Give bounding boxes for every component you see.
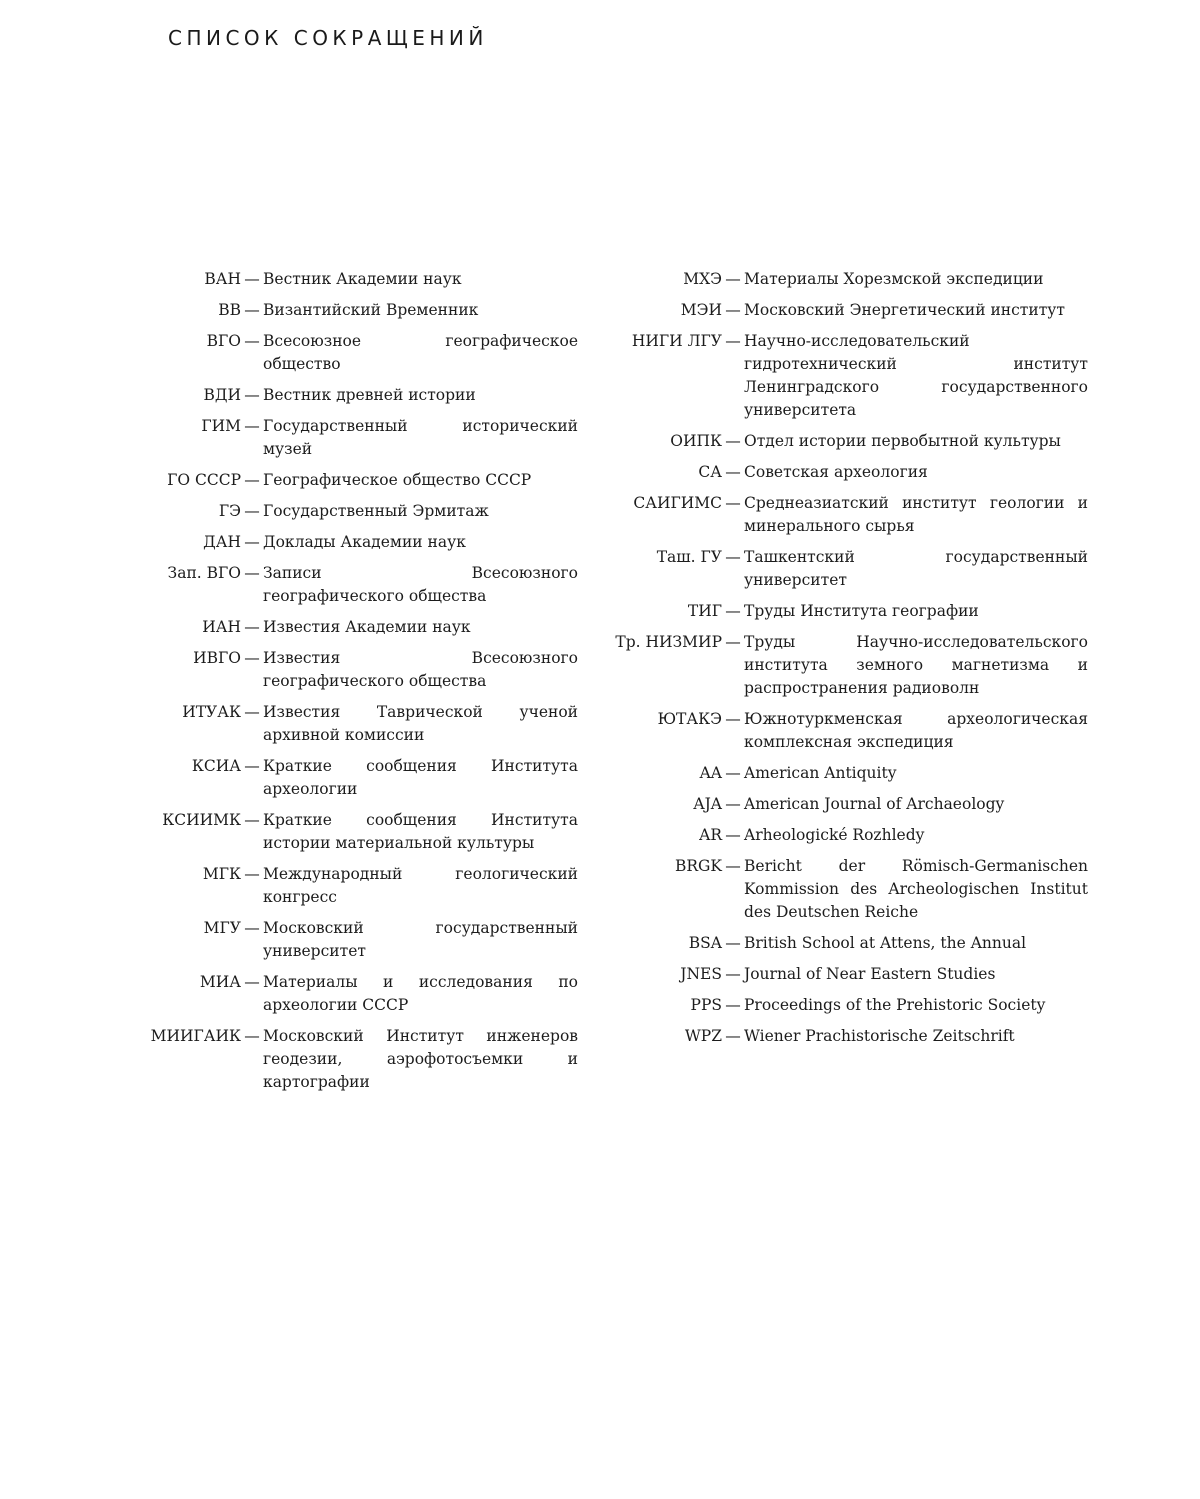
abbreviation-entry	[596, 994, 1088, 1017]
dash: —	[244, 270, 260, 288]
dash: —	[244, 649, 260, 667]
definition: Московский Энергетический институт	[744, 301, 1065, 319]
abbreviation-list-left	[100, 268, 578, 1102]
abbreviation: ДАН	[203, 533, 241, 551]
definition: Известия Академии наук	[263, 618, 471, 636]
abbreviation: МГУ	[203, 919, 241, 937]
abbreviation: ГЭ	[218, 502, 241, 520]
definition: Journal of Near Eastern Studies	[744, 965, 996, 983]
abbreviation-entry	[100, 755, 578, 801]
abbreviation-entry	[100, 809, 578, 855]
definition: Государственный исторический музей	[263, 417, 578, 458]
definition: Wiener Prachistorische Zeitschrift	[744, 1027, 1015, 1045]
abbreviation: ГИМ	[201, 417, 241, 435]
definition: American Journal of Archaeology	[744, 795, 1005, 813]
abbreviation-entry	[100, 415, 578, 461]
definition: Краткие сообщения Института археологии	[263, 757, 578, 798]
dash: —	[725, 996, 741, 1014]
abbreviation-entry	[596, 631, 1088, 700]
abbreviation-entry	[100, 268, 578, 291]
dash: —	[725, 710, 741, 728]
abbreviation-entry	[100, 971, 578, 1017]
dash: —	[725, 826, 741, 844]
abbreviation: Таш. ГУ	[656, 548, 722, 566]
definition: Московский государственный университет	[263, 919, 578, 960]
abbreviation: ИАН	[202, 618, 241, 636]
abbreviation-entry	[596, 461, 1088, 484]
abbreviation-entry	[100, 330, 578, 376]
abbreviation-entry	[596, 855, 1088, 924]
dash: —	[725, 602, 741, 620]
abbreviation-entry	[596, 932, 1088, 955]
abbreviation-entry	[100, 384, 578, 407]
definition: Ташкентский государственный университет	[744, 548, 1088, 589]
abbreviation: ОИПК	[670, 432, 722, 450]
abbreviation-entry	[596, 268, 1088, 291]
abbreviation: ВАН	[204, 270, 241, 288]
dash: —	[244, 471, 260, 489]
abbreviation-entry	[596, 963, 1088, 986]
abbreviation: BSA	[688, 934, 722, 952]
abbreviation-entry	[596, 330, 1088, 422]
abbreviation-entry	[596, 546, 1088, 592]
abbreviation: САИГИМС	[633, 494, 722, 512]
dash: —	[244, 973, 260, 991]
abbreviation: BRGK	[674, 857, 722, 875]
definition: Отдел истории первобытной культуры	[744, 432, 1061, 450]
dash: —	[244, 301, 260, 319]
dash: —	[244, 757, 260, 775]
dash: —	[244, 919, 260, 937]
definition: Записи Всесоюзного географического общества	[263, 564, 578, 605]
dash: —	[725, 494, 741, 512]
abbreviation-entry	[596, 299, 1088, 322]
definition: Краткие сообщения Института истории материальной культуры	[263, 811, 578, 852]
abbreviation: МХЭ	[683, 270, 722, 288]
abbreviation: ВВ	[218, 301, 241, 319]
abbreviation: AA	[699, 764, 722, 782]
definition: Всесоюзное географическое общество	[263, 332, 578, 373]
abbreviation-entry	[100, 1025, 578, 1094]
dash: —	[244, 332, 260, 350]
dash: —	[725, 463, 741, 481]
abbreviation: МИА	[199, 973, 241, 991]
page-title: СПИСОК СОКРАЩЕНИЙ	[168, 26, 488, 50]
abbreviation: JNES	[680, 965, 722, 983]
definition: Южнотуркменская археологическая комплексная экспедиция	[744, 710, 1088, 751]
dash: —	[244, 386, 260, 404]
dash: —	[244, 703, 260, 721]
abbreviation: КСИИМК	[162, 811, 241, 829]
dash: —	[725, 548, 741, 566]
abbreviation: ИТУАК	[182, 703, 241, 721]
dash: —	[725, 432, 741, 450]
abbreviation-list-right	[596, 268, 1088, 1056]
abbreviation: ИВГО	[193, 649, 241, 667]
definition: Arheologické Rozhledy	[744, 826, 925, 844]
dash: —	[244, 1027, 260, 1045]
abbreviation-entry	[100, 647, 578, 693]
abbreviation-entry	[100, 562, 578, 608]
dash: —	[725, 965, 741, 983]
abbreviation-entry	[100, 701, 578, 747]
abbreviation: НИГИ ЛГУ	[631, 332, 722, 350]
definition: Труды Научно-исследовательского института земного магнетизма и распространения радиоволн	[744, 633, 1088, 697]
definition: British School at Attens, the Annual	[744, 934, 1027, 952]
dash: —	[725, 795, 741, 813]
abbreviation-entry	[100, 616, 578, 639]
definition: Международный геологический конгресс	[263, 865, 578, 906]
dash: —	[244, 502, 260, 520]
abbreviation: ЮТАКЭ	[657, 710, 722, 728]
dash: —	[725, 332, 741, 350]
definition: Московский Институт инженеров геодезии, аэрофотосъемки и картографии	[263, 1027, 578, 1091]
definition: Известия Всесоюзного географического общества	[263, 649, 578, 690]
abbreviation: Зап. ВГО	[167, 564, 241, 582]
definition: Государственный Эрмитаж	[263, 502, 489, 520]
dash: —	[244, 533, 260, 551]
abbreviation: МГК	[202, 865, 241, 883]
abbreviation-entry	[100, 531, 578, 554]
abbreviation: ТИГ	[687, 602, 722, 620]
abbreviation: ГО СССР	[167, 471, 241, 489]
definition: Материалы и исследования по археологии СССР	[263, 973, 578, 1014]
abbreviation-entry	[100, 500, 578, 523]
dash: —	[725, 1027, 741, 1045]
abbreviation: Тр. НИЗМИР	[615, 633, 722, 651]
dash: —	[244, 564, 260, 582]
abbreviation: WPZ	[684, 1027, 722, 1045]
abbreviation-entry	[596, 600, 1088, 623]
abbreviation: AR	[699, 826, 722, 844]
definition: Вестник древней истории	[263, 386, 476, 404]
dash: —	[725, 934, 741, 952]
definition: Proceedings of the Prehistoric Society	[744, 996, 1046, 1014]
abbreviation-entry	[596, 793, 1088, 816]
definition: Научно-исследовательский гидротехнический институт Ленинградского государственного университета	[744, 332, 1088, 419]
abbreviation-entry	[100, 299, 578, 322]
definition: Вестник Академии наук	[263, 270, 462, 288]
dash: —	[725, 301, 741, 319]
definition: Труды Института географии	[744, 602, 979, 620]
abbreviation-entry	[596, 430, 1088, 453]
abbreviation-entry	[596, 708, 1088, 754]
abbreviation: AJA	[693, 795, 722, 813]
definition: Советская археология	[744, 463, 928, 481]
dash: —	[725, 764, 741, 782]
abbreviation: ВДИ	[203, 386, 241, 404]
definition: American Antiquity	[744, 764, 897, 782]
dash: —	[244, 618, 260, 636]
dash: —	[244, 417, 260, 435]
abbreviation-entry	[100, 917, 578, 963]
abbreviation-entry	[100, 469, 578, 492]
abbreviation-entry	[596, 762, 1088, 785]
definition: Известия Таврической ученой архивной комиссии	[263, 703, 578, 744]
dash: —	[244, 811, 260, 829]
definition: Византийский Временник	[263, 301, 479, 319]
dash: —	[725, 633, 741, 651]
dash: —	[725, 270, 741, 288]
dash: —	[725, 857, 741, 875]
abbreviation-entry	[100, 863, 578, 909]
definition: Bericht der Römisch-Germanischen Kommission des Archeologischen Institut des Deutschen Reiche	[744, 857, 1088, 921]
abbreviation: МЭИ	[680, 301, 722, 319]
definition: Географическое общество СССР	[263, 471, 532, 489]
abbreviation: МИИГАИК	[150, 1027, 241, 1045]
abbreviation-entry	[596, 492, 1088, 538]
abbreviation-entry	[596, 824, 1088, 847]
definition: Доклады Академии наук	[263, 533, 466, 551]
abbreviation: PPS	[690, 996, 722, 1014]
abbreviation: ВГО	[206, 332, 241, 350]
abbreviation-entry	[596, 1025, 1088, 1048]
definition: Среднеазиатский институт геологии и минерального сырья	[744, 494, 1088, 535]
abbreviation: СА	[698, 463, 722, 481]
abbreviation: КСИА	[191, 757, 241, 775]
dash: —	[244, 865, 260, 883]
definition: Материалы Хорезмской экспедиции	[744, 270, 1044, 288]
